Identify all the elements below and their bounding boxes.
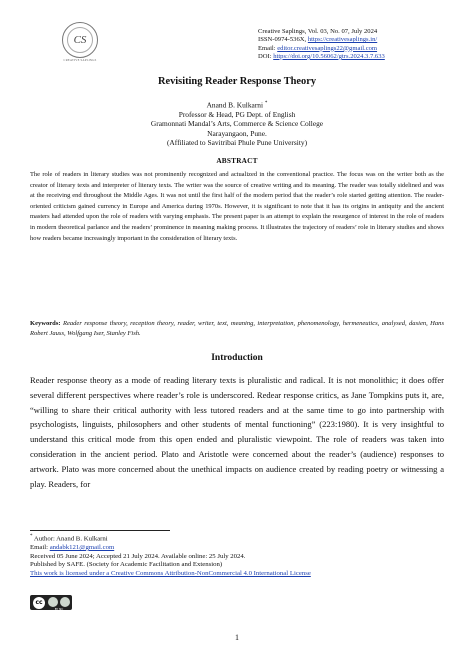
cc-license-badge[interactable]: [30, 595, 72, 610]
cc-badge-tag: BY NC: [54, 606, 64, 611]
email-line: [258, 45, 468, 53]
issn-line: [258, 36, 468, 44]
keywords-text: Reader response theory, reception theory, reader, writer, text, meaning, interpretation, phenomenology, hermeneutics, analysed, dasien, Hans Robert Jauss, Wolfgang Iser, Stanley Fish.: [30, 320, 444, 338]
introduction-text: Reader response theory as a mode of reading literary texts is pluralistic and radical. It is not monolithic; it does offer several different perspectives where reader’s role is underscored. Redear response critics, as Jane Tompkins puts it, are, “willing to share their critical authority with less tutored readers and at the same time to go into partnership with psychologists, linguists, philosophers and other students of mental functioning” (223:1980). It is very insightful to understand this critical mode from this open ended and pluralistic viewpoint. The role of readers was taken into consideration in the ancient period. Plato and Aristotle were concerned about the reader’s (audience) responses to artwork. Plato was more concerned about the unethical impacts on audience created by reading poetry or witnessing a play. Readers, for: [30, 375, 444, 489]
footnote-publisher: Published by SAFE. (Society for Academic Facilitation and Extension): [30, 561, 223, 569]
author-block: [0, 99, 474, 148]
keywords-label: Keywords:: [30, 320, 61, 327]
journal-line: Creative Saplings, Vol. 03, No. 07, July 2024: [258, 28, 378, 35]
abstract-text: The role of readers in literary studies was not prominently recognized and actualized in the conventional practice. The focus was on the writer both as the creator of literary texts and interpreter of literary texts. The writer was the source of creative writing and its meaning. The reader was totally sidelined and was at the receiving end throughout the Middle Ages. It was not until the first half of the modern period that the reader’s role started getting attention. The reader-oriented criticism gained currency in Europe and America during 1970s. However, it is significant to note that it has its origins in antiquity and the ancient masters had attended upon the role of readers with varying emphasis. The present paper is an attempt to explain the resurgence of interest in the role of readers in modern theoretical parlance and the readers’ prominence in meaning making process. It illustrates the trajectory of readers’ role in literary studies and shows how readers became increasingly important in the consideration of literary texts.: [30, 171, 444, 242]
doi-label: DOI:: [258, 52, 274, 60]
footnote-email-label: Email:: [30, 543, 50, 551]
paper-title: Revisiting Reader Response Theory: [157, 76, 317, 87]
license-link[interactable]: This work is licensed under a Creative Commons Attribution-NonCommercial 4.0 International License: [30, 570, 311, 578]
journal-website-link[interactable]: https://creativesaplings.in/: [307, 36, 378, 44]
attribution-icon: [48, 597, 58, 607]
footnote-author: [30, 533, 444, 544]
footnote-dates: Received 05 June 2024; Accepted 21 July 2024. Available online: 25 July 2024.: [30, 552, 246, 560]
abstract-heading: ABSTRACT: [216, 156, 258, 165]
author-line: [0, 99, 474, 110]
journal-info: [258, 28, 468, 61]
footnote-author-text: Author: Anand B. Kulkarni: [32, 535, 108, 543]
author-email-link[interactable]: andabk121@gmail.com: [49, 543, 115, 551]
section-heading-introduction: Introduction: [211, 353, 263, 363]
footnote: [30, 533, 444, 579]
page-number: 1: [235, 633, 239, 642]
author-position: Professor & Head, PG Dept. of English: [178, 109, 296, 119]
footnote-mark: *: [30, 534, 33, 539]
logo-caption: CREATIVE SAPLINGS: [63, 58, 97, 62]
noncommercial-icon: [60, 597, 70, 607]
journal-logo: [62, 22, 98, 58]
author-place: Narayangaon, Pune.: [207, 128, 267, 138]
doi-link[interactable]: https://doi.org/10.56062/gtrs.2024.3.7.633: [273, 52, 385, 60]
author-name: Anand B. Kulkarni: [206, 100, 264, 110]
author-affiliation: (Affiliated to Savitribai Phule Pune University): [166, 138, 308, 148]
footnote-email: [30, 544, 444, 553]
keywords: [30, 319, 444, 339]
email-label: Email:: [258, 44, 278, 52]
doi-line: [258, 53, 468, 61]
logo-mark: CS: [67, 27, 93, 53]
footnote-license: [30, 570, 444, 579]
author-footnote-mark[interactable]: *: [264, 101, 268, 106]
issn-text: ISSN-0974-536X,: [258, 36, 308, 44]
journal-email-link[interactable]: editor.creativesaplings22@gmail.com: [277, 44, 378, 52]
footnote-divider: [30, 530, 170, 531]
cc-icon: cc: [33, 597, 45, 609]
author-college: Gramonnati Mandal’s Arts, Commerce & Science College: [150, 119, 324, 129]
